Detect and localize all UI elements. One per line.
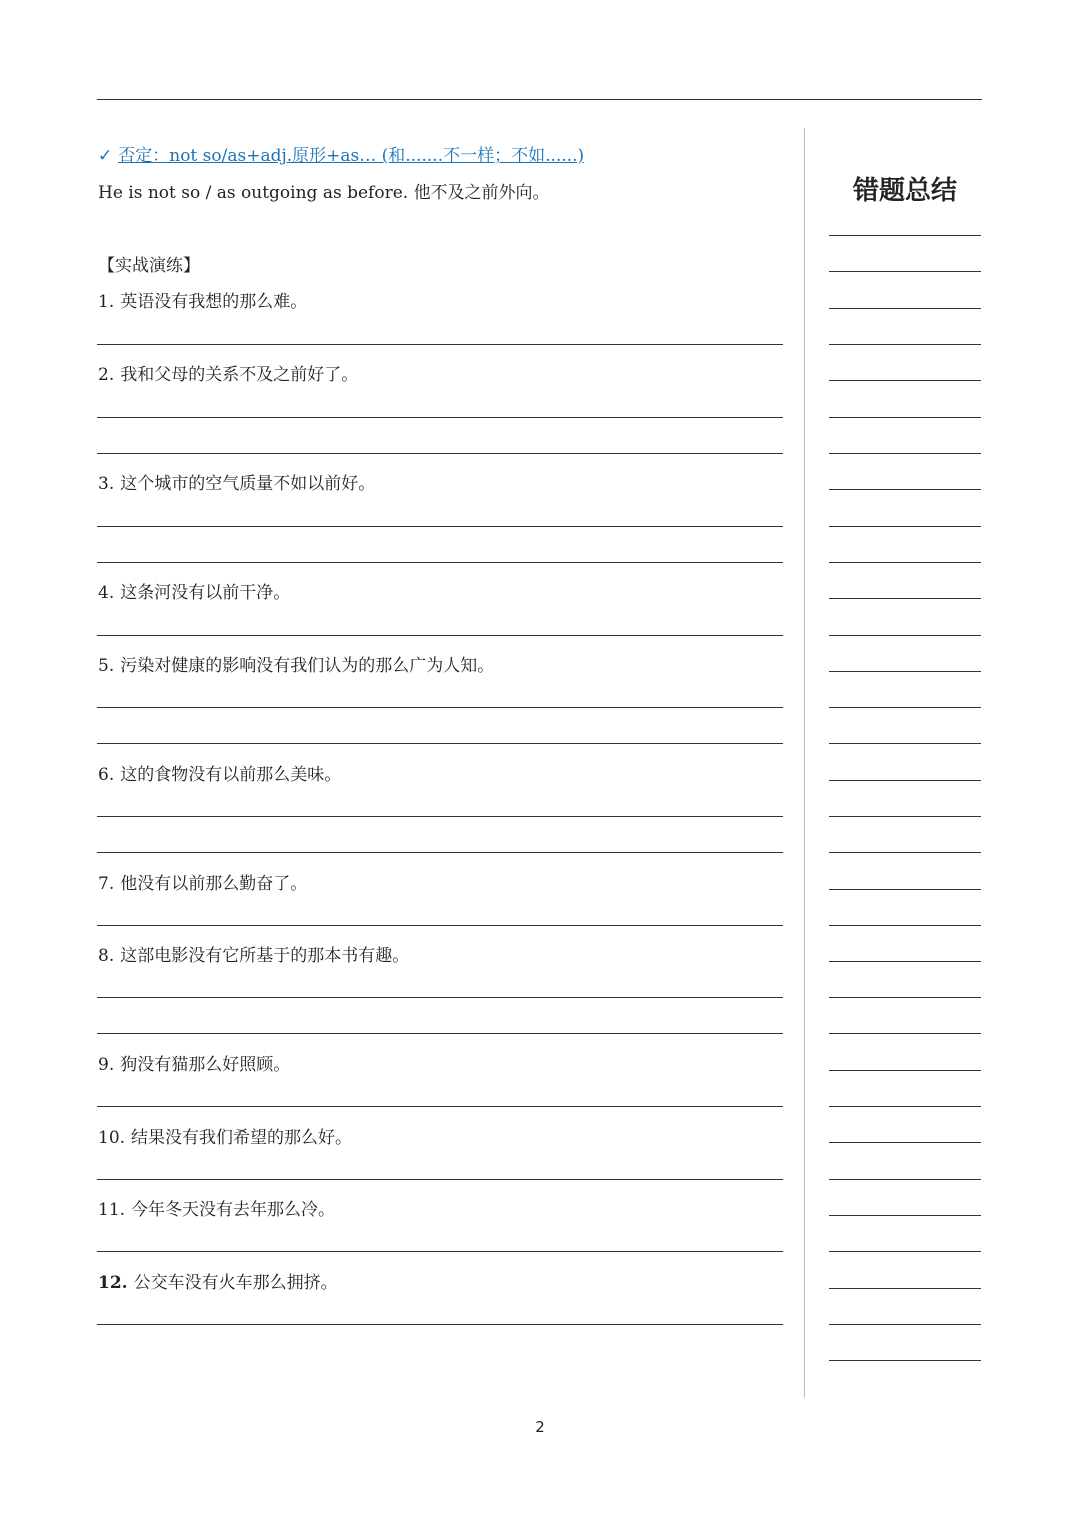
summary-line[interactable] <box>829 344 981 345</box>
answer-line[interactable] <box>97 743 783 744</box>
question-text: 结果没有我们希望的那么好。 <box>131 1128 353 1148</box>
summary-line[interactable] <box>829 1360 981 1361</box>
question-6 <box>98 760 341 785</box>
question-text: 他没有以前那么勤奋了。 <box>120 874 308 894</box>
summary-line[interactable] <box>829 453 981 454</box>
summary-line[interactable] <box>829 417 981 418</box>
answer-line[interactable] <box>97 344 783 345</box>
question-2 <box>98 360 358 385</box>
summary-line[interactable] <box>829 889 981 890</box>
answer-line[interactable] <box>97 707 783 708</box>
summary-line[interactable] <box>829 1288 981 1289</box>
grammar-rule-text: 否定：not so/as+adj.原形+as… (和.......不一样；不如......) <box>118 146 585 166</box>
question-text: 公交车没有火车那么拥挤。 <box>133 1273 338 1293</box>
question-9 <box>98 1050 290 1075</box>
column-divider <box>804 128 805 1398</box>
question-number: 4. <box>98 583 115 603</box>
summary-line[interactable] <box>829 1324 981 1325</box>
answer-line[interactable] <box>97 417 783 418</box>
question-number: 2. <box>98 365 115 385</box>
question-7 <box>98 869 307 894</box>
answer-line[interactable] <box>97 453 783 454</box>
summary-line[interactable] <box>829 1106 981 1107</box>
answer-line[interactable] <box>97 1106 783 1107</box>
grammar-example: He is not so / as outgoing as before. 他不及之前外向。 <box>98 183 550 203</box>
summary-line[interactable] <box>829 526 981 527</box>
answer-line[interactable] <box>97 1179 783 1180</box>
summary-line[interactable] <box>829 671 981 672</box>
question-4 <box>98 578 290 603</box>
summary-line[interactable] <box>829 562 981 563</box>
question-text: 这条河没有以前干净。 <box>120 583 291 603</box>
section-title: 【实战演练】 <box>98 256 200 276</box>
answer-line[interactable] <box>97 1251 783 1252</box>
summary-line[interactable] <box>829 925 981 926</box>
summary-line[interactable] <box>829 1215 981 1216</box>
summary-line[interactable] <box>829 707 981 708</box>
answer-line[interactable] <box>97 997 783 998</box>
question-number: 11. <box>98 1200 126 1220</box>
question-number: 7. <box>98 874 115 894</box>
question-10 <box>98 1123 352 1148</box>
header-rule <box>97 99 982 100</box>
summary-line[interactable] <box>829 852 981 853</box>
question-number: 9. <box>98 1055 115 1075</box>
question-11 <box>98 1195 335 1220</box>
summary-line[interactable] <box>829 780 981 781</box>
summary-line[interactable] <box>829 1251 981 1252</box>
summary-line[interactable] <box>829 635 981 636</box>
summary-line[interactable] <box>829 1142 981 1143</box>
summary-line[interactable] <box>829 961 981 962</box>
answer-line[interactable] <box>97 852 783 853</box>
mistake-summary-title: 错题总结 <box>852 176 957 206</box>
question-5 <box>98 651 494 676</box>
grammar-heading <box>98 141 584 166</box>
summary-line[interactable] <box>829 1179 981 1180</box>
question-text: 这部电影没有它所基于的那本书有趣。 <box>120 946 410 966</box>
question-1 <box>98 287 307 312</box>
question-text: 狗没有猫那么好照顾。 <box>120 1055 291 1075</box>
summary-line[interactable] <box>829 1070 981 1071</box>
answer-line[interactable] <box>97 562 783 563</box>
summary-line[interactable] <box>829 380 981 381</box>
summary-line[interactable] <box>829 997 981 998</box>
summary-line[interactable] <box>829 1033 981 1034</box>
question-number: 8. <box>98 946 115 966</box>
question-number: 6. <box>98 765 115 785</box>
answer-line[interactable] <box>97 526 783 527</box>
summary-line[interactable] <box>829 271 981 272</box>
check-icon: ✓ <box>98 146 113 166</box>
answer-line[interactable] <box>97 925 783 926</box>
question-number: 12. <box>98 1273 128 1293</box>
answer-line[interactable] <box>97 635 783 636</box>
answer-line[interactable] <box>97 1033 783 1034</box>
question-number: 3. <box>98 474 115 494</box>
summary-line[interactable] <box>829 598 981 599</box>
question-12 <box>98 1268 338 1293</box>
answer-line[interactable] <box>97 816 783 817</box>
question-text: 这个城市的空气质量不如以前好。 <box>120 474 376 494</box>
question-text: 这的食物没有以前那么美味。 <box>120 765 342 785</box>
summary-line[interactable] <box>829 308 981 309</box>
summary-line[interactable] <box>829 489 981 490</box>
question-number: 10. <box>98 1128 126 1148</box>
summary-line[interactable] <box>829 743 981 744</box>
question-number: 1. <box>98 292 115 312</box>
page-number: 2 <box>535 1418 545 1436</box>
question-text: 今年冬天没有去年那么冷。 <box>131 1200 336 1220</box>
question-text: 污染对健康的影响没有我们认为的那么广为人知。 <box>120 656 495 676</box>
question-text: 我和父母的关系不及之前好了。 <box>120 365 359 385</box>
summary-line[interactable] <box>829 235 981 236</box>
question-8 <box>98 941 409 966</box>
question-text: 英语没有我想的那么难。 <box>120 292 308 312</box>
question-3 <box>98 469 375 494</box>
summary-line[interactable] <box>829 816 981 817</box>
question-number: 5. <box>98 656 115 676</box>
answer-line[interactable] <box>97 1324 783 1325</box>
